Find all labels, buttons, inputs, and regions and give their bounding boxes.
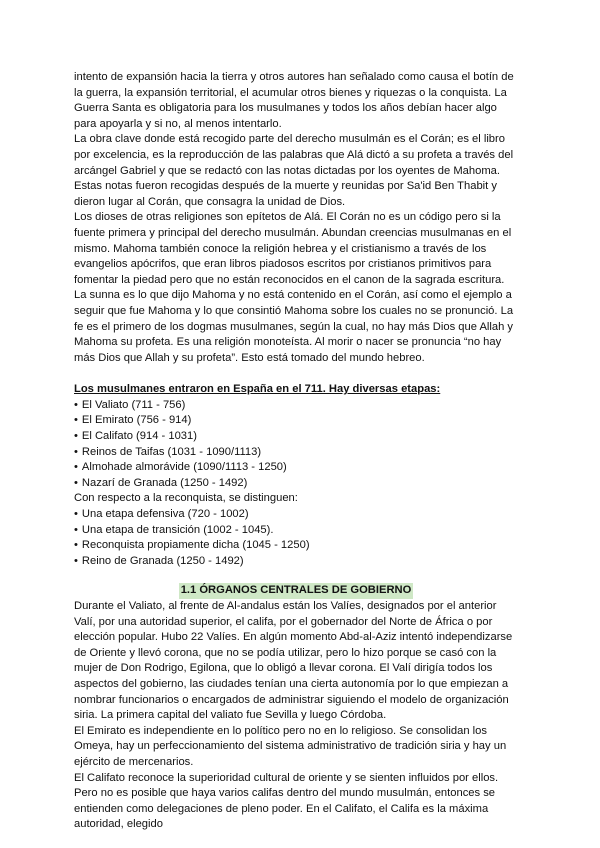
list-item: • Reconquista propiamente dicha (1045 - 1250): [74, 539, 310, 552]
list-item: • El Emirato (756 - 914): [74, 414, 192, 427]
section-title-row: [74, 583, 518, 599]
paragraph-dioses: Los dioses de otras religiones son epítetos de Alá. El Corán no es un código pero si la fuente primera y principal del derecho musulmán. Abundan creencias musulmanas en el mismo. Mahoma también conoce la religión hebrea y el cristianismo a través de los evangelios apócrifos, que eran libros piadosos escritos por cristianos primitivos para fomentar la piedad pero que no están reconocidos en el canon de la sagrada escritura.: [74, 211, 512, 286]
paragraph-valiato: Durante el Valiato, al frente de Al-andalus están los Valíes, designados por el anterior Valí, por una autoridad superior, el califa, por el gobernador del Norte de África o por elección popular. Hubo 22 Valíes. En algún momento Abd-al-Aziz intentó independizarse de Oriente y llevó corona, que no se podía utilizar, pero lo hizo porque se casó con la mujer de Don Rodrigo, Egilona, que lo obligó a llevar corona. El Valí dirigía todos los aspectos del gobierno, las ciudades tenían una cierta autonomía por lo que empiezan a nombrar funcionarios o encargados de administrar siguiendo el modelo de organización siria. La primera capital del valiato fue Sevilla y luego Córdoba.: [74, 600, 513, 722]
list-item: • Reino de Granada (1250 - 1492): [74, 554, 244, 567]
paragraph-guerra-santa: intento de expansión hacia la tierra y otros autores han señalado como causa el botín de la guerra, la expansión territorial, el acumular otros bienes y riquezas o la conquista. La Guerra Santa es obligatoria para los musulmanes y todos los años debían hacer algo para apoyarla y si no, al menos intentarlo.: [74, 71, 514, 130]
paragraph-sunna: La sunna es lo que dijo Mahoma y no está contenido en el Corán, así como el ejemplo a seguir que fue Mahoma y lo que consintió Mahoma sobre los cuales no se pronunció. La fe es el primero de los dogmas musulmanes, según la cual, no hay más Dios que Allah y Mahoma su profeta. Es una religión monoteísta. Al morir o nacer se pronuncia “no hay más Dios que Allah y su profeta”. Esto está tomado del mundo hebreo.: [74, 289, 514, 364]
paragraph-coran: La obra clave donde está recogido parte del derecho musulmán es el Corán; es el libro por excelencia, es la reproducción de las palabras que Alá dictó a su profeta a través del arcángel Gabriel y que se redactó con las notas dictadas por los oyentes de Mahoma. Estas notas fueron recogidas después de la muerte y reunidas por Sa'id Ben Thabit y dieron lugar al Corán, que consagra la unidad de Dios.: [74, 133, 514, 208]
section-paragraphs: [74, 599, 518, 833]
list-item: • El Califato (914 - 1031): [74, 430, 197, 443]
stages-list: [74, 398, 518, 492]
reconquista-intro: Con respecto a la reconquista, se distinguen:: [74, 492, 298, 505]
list-item: • El Valiato (711 - 756): [74, 398, 186, 411]
paragraph-califato: El Califato reconoce la superioridad cultural de oriente y se sienten influidos por ellos. Pero no es posible que haya varios califas dentro del mundo musulmán, entonces se entienden como delegaciones de pleno poder. En el Califato, el Califa es la máxima autoridad, elegido: [74, 771, 499, 831]
reconquista-list: [74, 507, 518, 569]
list-item: • Reinos de Taifas (1031 - 1090/1113): [74, 445, 262, 458]
list-item: • Almohade almorávide (1090/1113 - 1250): [74, 461, 287, 474]
list-item: • Nazarí de Granada (1250 - 1492): [74, 476, 248, 489]
stages-heading: Los musulmanes entraron en España en el 711. Hay diversas etapas:: [74, 383, 441, 396]
list-item: • Una etapa defensiva (720 - 1002): [74, 508, 249, 521]
paragraph-emirato: El Emirato es independiente en lo político pero no en lo religioso. Se consolidan los Omeya, hay un perfeccionamiento del sistema administrativo de tradición siria y hay un ejército de mercenarios.: [74, 724, 507, 768]
list-item: • Una etapa de transición (1002 - 1045).: [74, 523, 274, 536]
intro-paragraphs: [74, 70, 518, 366]
section-title: 1.1 ÓRGANOS CENTRALES DE GOBIERNO: [179, 583, 414, 599]
